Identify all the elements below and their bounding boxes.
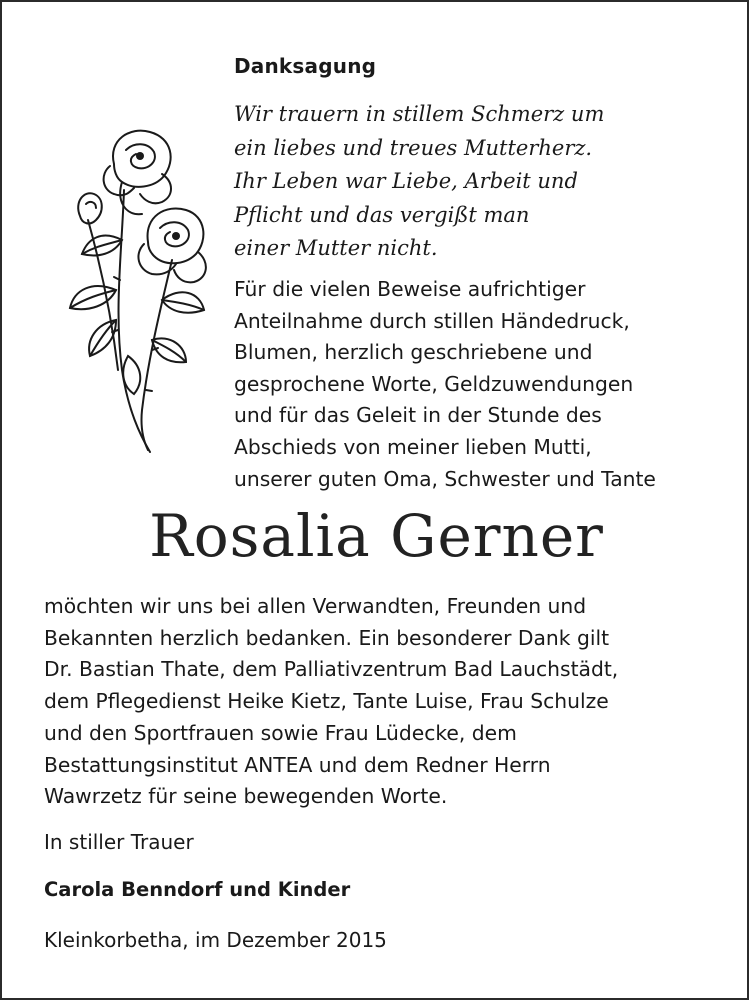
poem-line: Ihr Leben war Liebe, Arbeit und xyxy=(234,169,578,193)
thanks-body-line: Dr. Bastian Thate, dem Palliativzentrum Bad Lauchstädt, xyxy=(44,657,619,682)
thanks-intro-line: gesprochene Worte, Geldzuwendungen xyxy=(234,371,634,396)
poem-line: Wir trauern in stillem Schmerz um xyxy=(234,102,605,126)
poem xyxy=(234,98,604,266)
thanks-intro-line: Blumen, herzlich geschriebene und xyxy=(234,340,593,365)
thanks-intro-line: unserer guten Oma, Schwester und Tante xyxy=(234,466,656,491)
thanks-body-line: dem Pflegedienst Heike Kietz, Tante Luise, Frau Schulze xyxy=(44,689,609,714)
thanks-body-line: Bestattungsinstitut ANTEA und dem Redner Herrn xyxy=(44,752,551,777)
thanks-intro-line: Für die vielen Beweise aufrichtiger xyxy=(234,277,586,301)
deceased-name: Rosalia Gerner xyxy=(149,502,604,570)
heading: Danksagung xyxy=(234,54,377,78)
place-date: Kleinkorbetha, im Dezember 2015 xyxy=(44,928,387,952)
thanks-body-line: Bekannten herzlich bedanken. Ein besonderer Dank gilt xyxy=(44,625,610,650)
thanks-intro-line: und für das Geleit in der Stunde des xyxy=(234,403,602,428)
thanks-intro-line: Abschieds von meiner lieben Mutti, xyxy=(234,434,592,459)
poem-line: einer Mutter nicht. xyxy=(234,236,438,260)
mourning-line: In stiller Trauer xyxy=(44,830,194,854)
thanks-body-line: und den Sportfrauen sowie Frau Lüdecke, dem xyxy=(44,720,517,745)
thanks-body xyxy=(44,591,618,813)
signer: Carola Benndorf und Kinder xyxy=(44,878,351,901)
thanks-intro-line: Anteilnahme durch stillen Händedruck, xyxy=(234,308,630,333)
poem-line: Pflicht und das vergißt man xyxy=(234,202,530,227)
thanks-body-line: möchten wir uns bei allen Verwandten, Freunden und xyxy=(44,594,587,618)
rose-bouquet-icon xyxy=(52,120,217,460)
thanks-body-line: Wawrzetz für seine bewegenden Worte. xyxy=(44,784,448,809)
poem-line: ein liebes und treues Mutterherz. xyxy=(234,135,593,160)
thanks-intro xyxy=(234,274,656,495)
